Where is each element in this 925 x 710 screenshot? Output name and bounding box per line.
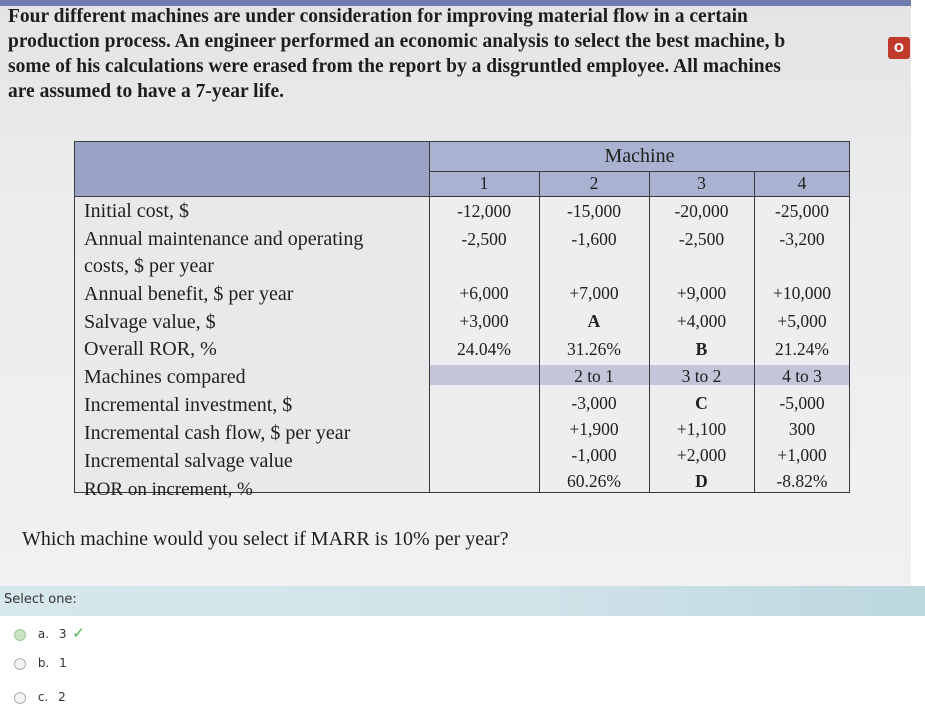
option-text: 1 (59, 656, 67, 670)
row-label: Incremental cash flow, $ per year (84, 422, 351, 444)
table-cell: -12,000 (457, 201, 511, 221)
row-label: ROR on increment, % (84, 479, 253, 500)
table-cell: -15,000 (567, 201, 621, 221)
overlay-badge-icon[interactable]: O (888, 37, 910, 59)
table-cell: +2,000 (676, 445, 727, 465)
table-cell: 4 to 3 (782, 366, 822, 386)
table-cell: 2 to 1 (574, 366, 614, 386)
intro-line: are assumed to have a 7-year life. (8, 80, 285, 102)
table-cell: -3,200 (779, 229, 825, 249)
table-cell: -2,500 (678, 229, 725, 249)
missing-value-a: A (587, 311, 601, 331)
table-cell: +4,000 (676, 311, 727, 331)
row-label: Salvage value, $ (84, 311, 216, 333)
missing-value-c: C (695, 393, 708, 413)
option-letter: c. (37, 690, 49, 704)
machine-number: 1 (479, 173, 489, 193)
missing-value-b: B (695, 339, 708, 359)
table-cell: -25,000 (775, 201, 829, 221)
table-cell: 31.26% (567, 339, 621, 359)
table-cell: 24.04% (457, 339, 511, 359)
row-label-continued: costs, $ per year (84, 255, 214, 277)
row-label: Annual maintenance and operating (84, 228, 364, 250)
table-cell: +7,000 (569, 283, 619, 303)
answer-panel (0, 586, 925, 710)
select-one-label: Select one: (4, 592, 77, 607)
option-a[interactable] (14, 624, 85, 642)
table-cell: -8.82% (776, 471, 828, 491)
table-cell: +1,900 (569, 419, 619, 439)
table-cell: +10,000 (773, 283, 831, 303)
table-cell: -1,000 (571, 445, 617, 465)
intro-line: Four different machines are under consideration for improving material flow in a certain (8, 6, 748, 27)
table-cell: 60.26% (567, 471, 621, 491)
table-cell: -3,000 (571, 393, 617, 413)
option-text: 2 (58, 690, 66, 704)
machine-number: 4 (797, 173, 807, 193)
table-cell: +9,000 (676, 283, 727, 303)
option-c[interactable] (14, 690, 66, 704)
problem-intro (8, 5, 913, 105)
machine-number: 3 (697, 173, 706, 193)
row-label: Machines compared (84, 366, 246, 388)
option-b[interactable] (14, 656, 67, 670)
answer-header-band (0, 586, 925, 616)
machine-group-header: Machine (604, 145, 675, 167)
correct-check-icon: ✓ (72, 624, 85, 642)
machine-number: 2 (589, 173, 599, 193)
table-header-blank (74, 141, 429, 196)
table-cell: -2,500 (461, 229, 507, 249)
option-c-radio[interactable] (14, 692, 26, 704)
table-cell: -1,600 (571, 229, 617, 249)
table-cell: 21.24% (775, 339, 829, 359)
table-cell: +3,000 (459, 311, 509, 331)
option-letter: b. (37, 656, 50, 670)
row-label: Annual benefit, $ per year (84, 283, 294, 305)
machine-comparison-table (74, 141, 850, 500)
table-cell: +5,000 (777, 311, 827, 331)
table-cell: +1,100 (676, 419, 727, 439)
row-label: Incremental investment, $ (84, 394, 293, 416)
row-label: Initial cost, $ (84, 200, 189, 222)
option-text: 3 (58, 627, 67, 641)
table-cell: -5,000 (779, 393, 825, 413)
option-letter: a. (37, 627, 49, 641)
intro-line: some of his calculations were erased from the report by a disgruntled employee. All machines (8, 55, 781, 77)
missing-value-d: D (695, 471, 708, 491)
table-cell: -20,000 (674, 201, 729, 221)
intro-line: production process. An engineer performed an economic analysis to select the best machine, b (8, 30, 786, 52)
row-label: Incremental salvage value (84, 450, 293, 472)
table-cell: +6,000 (459, 283, 509, 303)
question-text: Which machine would you select if MARR is 10% per year? (22, 528, 509, 550)
option-a-radio[interactable] (14, 629, 26, 641)
table-cell: 3 to 2 (681, 366, 722, 386)
table-cell: +1,000 (777, 445, 827, 465)
table-cell: 300 (788, 419, 816, 439)
option-b-radio[interactable] (14, 658, 26, 670)
row-label: Overall ROR, % (84, 338, 217, 360)
